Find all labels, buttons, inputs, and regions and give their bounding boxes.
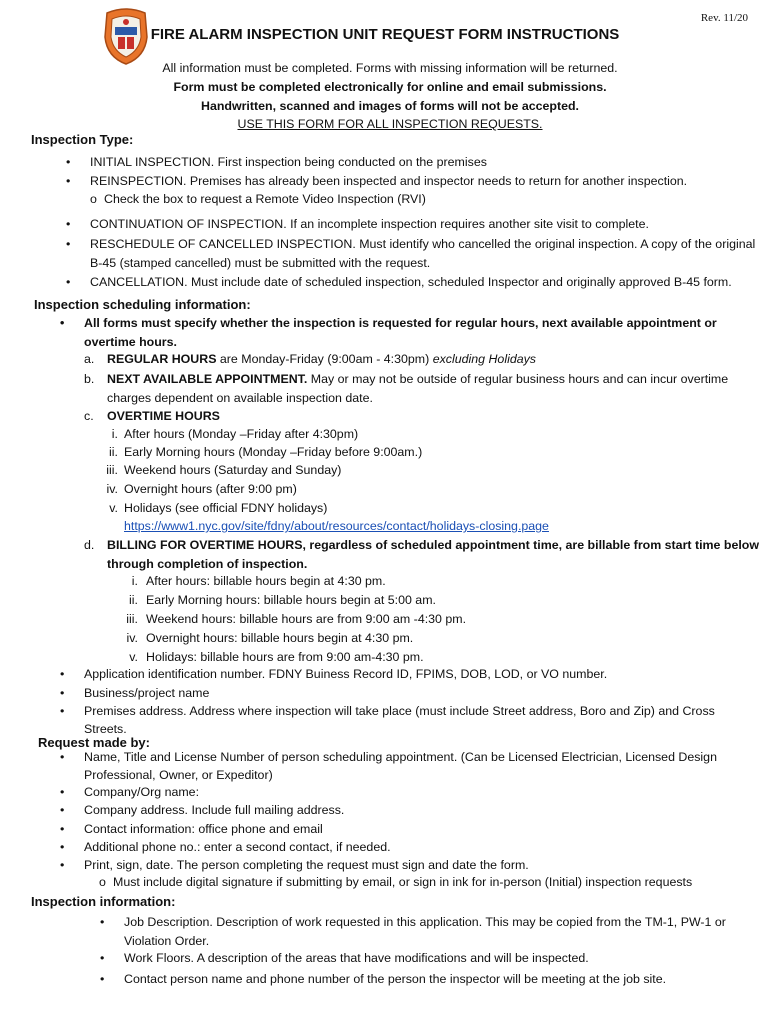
section-heading-inspection-information: Inspection information: — [31, 894, 176, 909]
list-item: • Print, sign, date. The person completing the request must sign and date the form. — [84, 856, 529, 874]
list-item: • Premises address. Address where inspection will take place (must include Street address, Boro and Zip) and Cross — [84, 702, 715, 720]
roman-marker: iv. — [106, 482, 118, 496]
list-item: Early Morning hours (Monday –Friday before 9:00am.) — [124, 445, 423, 459]
list-item: Overnight hours (after 9:00 pm) — [124, 482, 297, 496]
intro-line-2: Form must be completed electronically for online and email submissions. — [173, 80, 607, 94]
note: excluding Holidays — [432, 352, 536, 366]
section-heading-inspection-type: Inspection Type: — [31, 132, 134, 147]
list-item: • Additional phone no.: enter a second contact, if needed. — [84, 838, 391, 856]
roman-marker: ii. — [109, 445, 118, 459]
list-item: • All forms must specify whether the inspection is requested for regular hours, next available appointment or — [84, 314, 717, 332]
holidays-link[interactable]: https://www1.nyc.gov/site/fdny/about/resources/contact/holidays-closing.page — [124, 519, 549, 533]
section-heading-request-made-by: Request made by: — [38, 735, 150, 750]
page-title: FIRE ALARM INSPECTION UNIT REQUEST FORM INSTRUCTIONS — [150, 26, 620, 43]
intro-line-4: USE THIS FORM FOR ALL INSPECTION REQUESTS. — [237, 117, 543, 131]
intro-line-1: All information must be completed. Forms with missing information will be returned. — [162, 61, 618, 75]
list-item-continuation: overtime hours. — [84, 335, 177, 349]
list-item: • Contact person name and phone number of the person the inspector will be meeting at the job site. — [124, 970, 666, 988]
list-item-continuation: Violation Order. — [124, 934, 210, 948]
list-item: • Business/project name — [84, 684, 209, 702]
sub-item-billing: BILLING FOR OVERTIME HOURS, regardless of scheduled appointment time, are billable from start time below — [107, 538, 759, 552]
roman-marker: i. — [111, 427, 118, 441]
marker: a. — [84, 352, 95, 366]
list-item: • CONTINUATION OF INSPECTION. If an incomplete inspection requires another site visit to complete. — [90, 215, 649, 233]
roman-marker: iii. — [106, 463, 118, 477]
list-item: • Name, Title and License Number of person scheduling appointment. (Can be Licensed Electrician, Licensed Design — [84, 748, 717, 766]
sub-item-regular-hours — [107, 350, 536, 368]
roman-marker: v. — [129, 650, 138, 664]
list-item: After hours (Monday –Friday after 4:30pm) — [124, 427, 359, 441]
list-item: • INITIAL INSPECTION. First inspection being conducted on the premises — [90, 153, 487, 171]
sub-item-continuation: through completion of inspection. — [107, 557, 308, 571]
list-item: • Job Description. Description of work requested in this application. This may be copied from the TM-1, PW-1 or — [124, 913, 726, 931]
list-item: • RESCHEDULE OF CANCELLED INSPECTION. Must identify who cancelled the original inspection. A copy of the original — [90, 235, 755, 253]
list-item: Overnight hours: billable hours begin at 4:30 pm. — [146, 631, 414, 645]
list-item: • Work Floors. A description of the areas that have modifications and will be inspected. — [124, 949, 589, 967]
sub-item-continuation: charges dependent on available inspection date. — [107, 391, 373, 405]
list-item: • REINSPECTION. Premises has already been inspected and inspector needs to return for another inspection. — [90, 172, 687, 190]
marker: d. — [84, 538, 95, 552]
roman-marker: iv. — [126, 631, 138, 645]
intro-line-3: Handwritten, scanned and images of forms will not be accepted. — [201, 99, 579, 113]
list-item: Holidays (see official FDNY holidays) — [124, 501, 328, 515]
list-item: • Contact information: office phone and email — [84, 820, 323, 838]
sub-item-next-available — [107, 370, 728, 388]
list-item: Holidays: billable hours are from 9:00 am-4:30 pm. — [146, 650, 424, 664]
list-item: • Application identification number. FDNY Buiness Record ID, FPIMS, DOB, LOD, or VO number. — [84, 665, 607, 683]
marker: b. — [84, 372, 95, 386]
list-item: Weekend hours (Saturday and Sunday) — [124, 463, 342, 477]
marker: c. — [84, 409, 94, 423]
sub-item-overtime-hours: OVERTIME HOURS — [107, 409, 220, 423]
list-item-continuation: Professional, Owner, or Expeditor) — [84, 768, 273, 782]
list-item: After hours: billable hours begin at 4:30 pm. — [146, 574, 386, 588]
list-item: o Must include digital signature if submitting by email, or sign in ink for in-person (Initial) inspection requests — [113, 873, 692, 891]
label: REGULAR HOURS — [107, 352, 217, 366]
list-item: o Check the box to request a Remote Video Inspection (RVI) — [104, 190, 426, 208]
roman-marker: ii. — [129, 593, 138, 607]
list-item: • Company address. Include full mailing address. — [84, 801, 344, 819]
list-item: Weekend hours: billable hours are from 9:00 am -4:30 pm. — [146, 612, 467, 626]
list-item-continuation: B-45 (stamped cancelled) must be submitted with the request. — [90, 256, 431, 270]
revision-label: Rev. 11/20 — [700, 12, 748, 24]
list-item-continuation: Streets. — [84, 722, 127, 736]
section-heading-scheduling: Inspection scheduling information: — [34, 297, 251, 312]
roman-marker: i. — [131, 574, 138, 588]
list-item: • Company/Org name: — [84, 783, 199, 801]
roman-marker: v. — [109, 501, 118, 515]
list-item: Early Morning hours: billable hours begin at 5:00 am. — [146, 593, 436, 607]
roman-marker: iii. — [126, 612, 138, 626]
text: May or may not be outside of regular business hours and can incur overtime — [307, 372, 729, 386]
label: NEXT AVAILABLE APPOINTMENT. — [107, 372, 308, 386]
text: are Monday-Friday (9:00am - 4:30pm) — [216, 352, 433, 366]
list-item: • CANCELLATION. Must include date of scheduled inspection, scheduled Inspector and originally approved B-45 form. — [90, 273, 732, 291]
